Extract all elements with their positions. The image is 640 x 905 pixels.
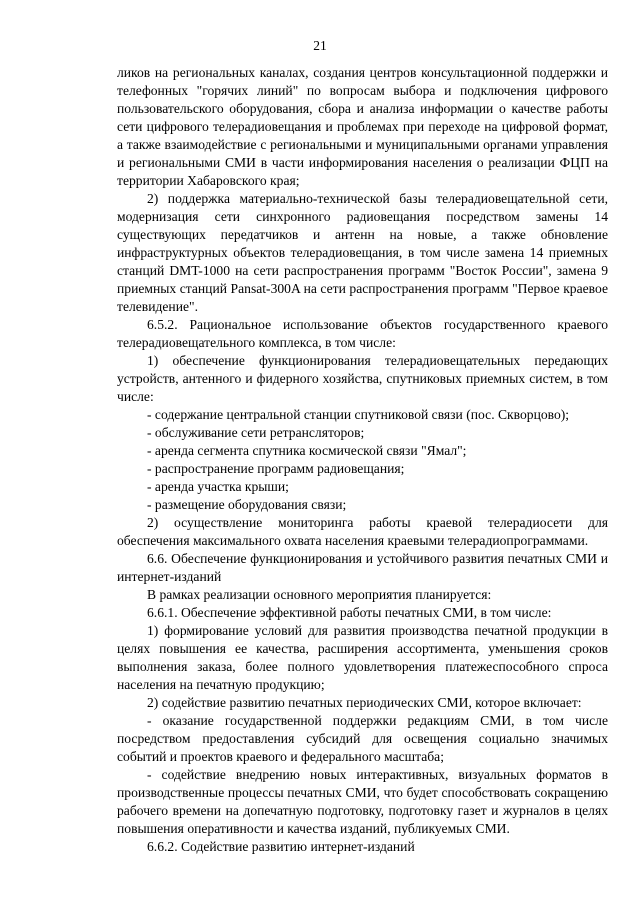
paragraph-regional-channels: ликов на региональных каналах, создания центров консультационной поддержки и телефонных "горячих линий" по вопросам выбора и подключения цифрового пользовательского оборудования, сбора и анализа информации о качестве работы сети цифрового телерадиовещания и проблемах при переходе на цифровой формат, а также взаимодействие с региональными и муниципальными органами управления и региональными СМИ в части информирования населения о реализации ФЦП на территории Хабаровского края; xyxy=(117,64,608,188)
paragraph-planned: В рамках реализации основного мероприятия планируется: xyxy=(147,586,492,602)
list-item: - аренда сегмента спутника космической связи "Ямал"; xyxy=(147,442,467,458)
page-body xyxy=(117,64,608,856)
list-item: - содействие внедрению новых интерактивных, визуальных форматов в производственные процессы печатных СМИ, что будет способствовать сокращению рабочего времени на допечатную подготовку, подготовку газет и журналов в целях повышения оперативности и качества изданий, публикуемых СМИ. xyxy=(117,766,608,836)
list-item: - оказание государственной поддержки редакциям СМИ, в том числе посредством предоставления субсидий для освещения социально значимых событий и проектов краевого и федерального масштаба; xyxy=(117,712,608,764)
section-heading-6-6-1: 6.6.1. Обеспечение эффективной работы печатных СМИ, в том числе: xyxy=(147,604,552,620)
paragraph-print-media-support: 2) содействие развитию печатных периодических СМИ, которое включает: xyxy=(147,694,582,710)
section-heading-6-6-2: 6.6.2. Содействие развитию интернет-изданий xyxy=(147,838,415,854)
paragraph-technical-base: 2) поддержка материально-технической базы телерадиовещательной сети, модернизация сети синхронного радиовещания посредством замены 14 существующих передатчиков и антенн на новые, а также обновление инфраструктурных объектов телерадиовещания, в том числе замена 14 приемных станций DMT-1000 на сети распространения программ "Восток России", замена 9 приемных станций Pansat-300A на сети распространения программ "Первое краевое телевидение". xyxy=(117,190,608,314)
list-item: - распространение программ радиовещания; xyxy=(147,460,405,476)
section-heading-6-6: 6.6. Обеспечение функционирования и устойчивого развития печатных СМИ и интернет-изданий xyxy=(117,550,608,584)
paragraph-print-production: 1) формирование условий для развития производства печатной продукции в целях повышения ее качества, расширения ассортимента, уменьшения сроков выполнения заказа, более полного удовлетворения платежеспособного спроса населения на печатную продукцию; xyxy=(117,622,608,692)
paragraph-monitoring: 2) осуществление мониторинга работы краевой телерадиосети для обеспечения максимального охвата населения краевыми телерадиопрограммами. xyxy=(117,514,608,548)
list-item: - обслуживание сети ретрансляторов; xyxy=(147,424,365,440)
list-item: - содержание центральной станции спутниковой связи (пос. Скворцово); xyxy=(147,406,570,422)
list-item: - размещение оборудования связи; xyxy=(147,496,347,512)
list-item: - аренда участка крыши; xyxy=(147,478,289,494)
section-heading-6-5-2: 6.5.2. Рациональное использование объектов государственного краевого телерадиовещательного комплекса, в том числе: xyxy=(117,316,608,350)
paragraph-transmitters: 1) обеспечение функционирования телерадиовещательных передающих устройств, антенного и фидерного хозяйства, спутниковых приемных систем, в том числе: xyxy=(117,352,608,404)
page-number: 21 xyxy=(313,38,327,53)
